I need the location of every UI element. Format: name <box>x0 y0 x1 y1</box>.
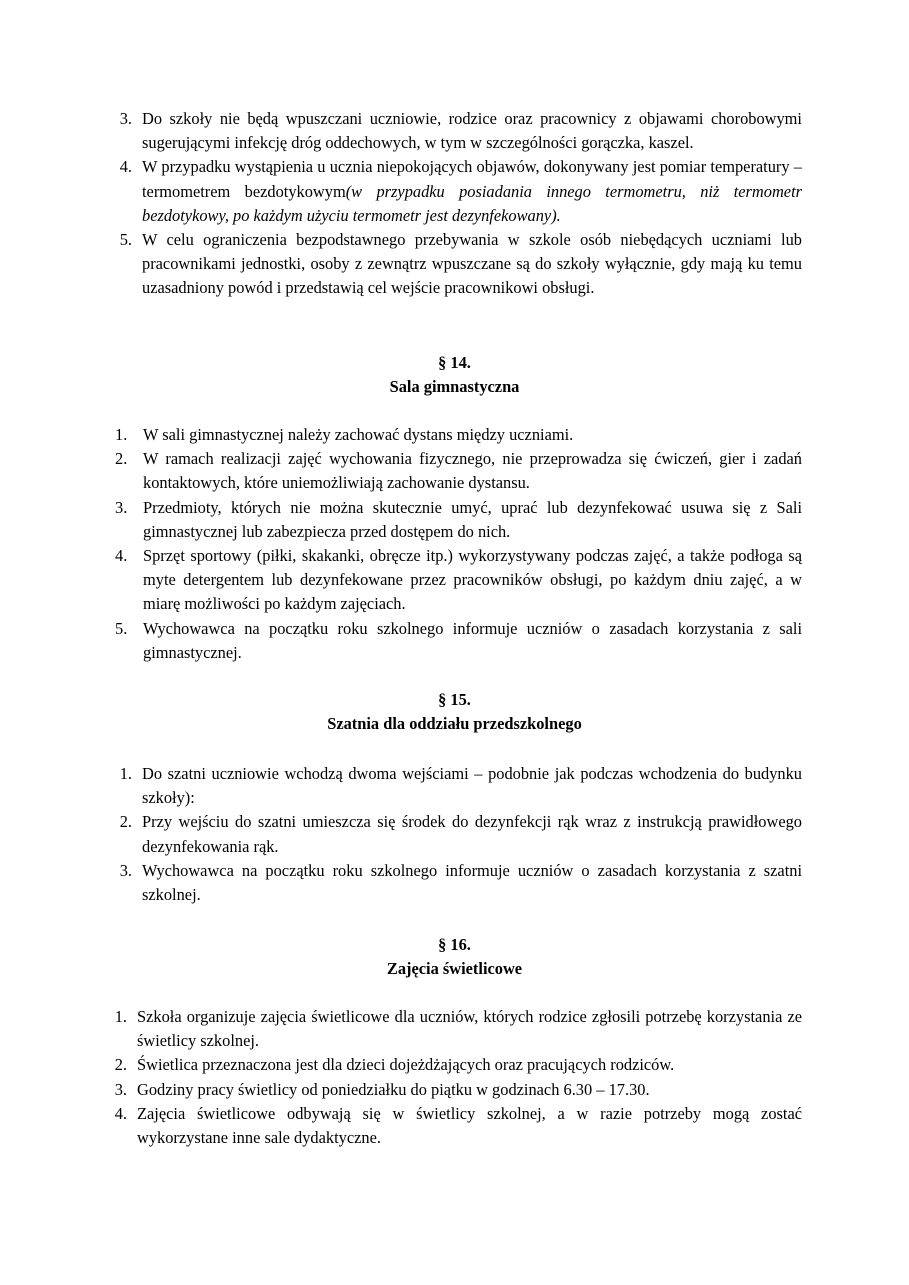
item-number: 1. <box>119 764 132 783</box>
section-16-list <box>103 1005 802 1150</box>
section-14-list <box>115 423 802 665</box>
list-item <box>115 544 802 617</box>
item-text: Wychowawca na początku roku szkolnego informuje uczniów o zasadach korzystania z sali gimnastycznej. <box>143 618 802 662</box>
item-text: W przypadku wystąpienia u ucznia niepokojących objawów, dokonywany jest pomiar temperatury – termometrem bezdotykowym <box>142 157 802 201</box>
section-16-title: Zajęcia świetlicowe <box>386 959 523 978</box>
item-text: Godziny pracy świetlicy od poniedziałku do piątku w godzinach 6.30 – 17.30. <box>137 1079 650 1099</box>
item-number: 4. <box>119 157 132 177</box>
list-item <box>115 617 802 665</box>
list-item <box>108 228 802 301</box>
list-top <box>108 107 802 301</box>
list-item <box>108 762 802 810</box>
item-number: 1. <box>115 425 128 444</box>
item-number: 3. <box>119 109 132 128</box>
item-number: 3. <box>119 860 132 880</box>
item-text: Świetlica przeznaczona jest dla dzieci dojeżdżających oraz pracujących rodziców. <box>137 1055 675 1075</box>
section-15-list <box>108 762 802 907</box>
item-text: Do szatni uczniowie wchodzą dwoma wejściami – podobnie jak podczas wchodzenia do budynku szkoły): <box>142 764 802 808</box>
list-item <box>108 155 802 228</box>
item-number: 3. <box>115 497 128 517</box>
section-15-title: Szatnia dla oddziału przedszkolnego <box>327 714 582 733</box>
item-text: Do szkoły nie będą wpuszczani uczniowie, rodzice oraz pracownicy z objawami chorobowymi sugerującymi infekcję dróg oddechowych, w tym w szczególności gorączka, kaszel. <box>142 109 802 153</box>
item-number: 4. <box>114 1103 127 1123</box>
list-item <box>103 1102 802 1150</box>
item-number: 5. <box>119 230 132 250</box>
item-number: 3. <box>114 1079 127 1099</box>
list-item <box>108 810 802 858</box>
list-item <box>115 423 802 447</box>
item-text: Wychowawca na początku roku szkolnego informuje uczniów o zasadach korzystania z szatni szkolnej. <box>142 860 802 905</box>
item-text: W sali gimnastycznej należy zachować dystans między uczniami. <box>143 425 574 444</box>
item-text: Sprzęt sportowy (piłki, skakanki, obręcze itp.) wykorzystywany podczas zajęć, a także podłoga są myte detergentem lub dezynfekowane przez pracowników obsługi, po każdym dniu zajęć, a w miarę możliwości po każdym zajęciach. <box>143 546 802 614</box>
item-text: Zajęcia świetlicowe odbywają się w świetlicy szkolnej, a w razie potrzeby mogą zostać wykorzystane inne sale dydaktyczne. <box>137 1103 802 1148</box>
list-item <box>115 496 802 544</box>
item-text: Przy wejściu do szatni umieszcza się środek do dezynfekcji rąk wraz z instrukcją prawidłowego dezynfekowania rąk. <box>142 812 802 856</box>
item-number: 2. <box>114 1055 127 1075</box>
section-14-number: § 14. <box>438 353 471 372</box>
list-item <box>108 859 802 907</box>
item-number: 2. <box>115 449 128 469</box>
item-number: 5. <box>115 618 128 638</box>
section-16-number: § 16. <box>438 935 471 954</box>
list-item <box>103 1005 802 1053</box>
list-item <box>103 1053 802 1077</box>
item-number: 1. <box>114 1007 127 1026</box>
item-text-italic: (w przypadku posiadania innego termometru, niż termometr bezdotykowy, po każdym użyciu termometr jest dezynfekowany). <box>142 181 802 225</box>
item-text: Przedmioty, których nie można skutecznie umyć, uprać lub dezynfekować usuwa się z Sali gimnastycznej lub zabezpiecza przed dostępem do nich. <box>143 497 802 541</box>
list-item <box>103 1078 802 1102</box>
section-14-title: Sala gimnastyczna <box>389 377 520 396</box>
item-text: W celu ograniczenia bezpodstawnego przebywania w szkole osób niebędących uczniami lub pracownikami jednostki, osoby z zewnątrz wpuszczane są do szkoły wyłącznie, gdy mają ku temu uzasadniony powód i przedstawią cel wejście pracownikowi obsługi. <box>142 230 802 298</box>
section-15-number: § 15. <box>438 690 471 709</box>
list-item <box>115 447 802 495</box>
list-item <box>108 107 802 155</box>
item-number: 2. <box>119 812 132 832</box>
item-text: W ramach realizacji zajęć wychowania fizycznego, nie przeprowadza się ćwiczeń, gier i zadań kontaktowych, które uniemożliwiają zachowanie dystansu. <box>143 449 802 493</box>
item-text: Szkoła organizuje zajęcia świetlicowe dla uczniów, których rodzice zgłosili potrzebę korzystania ze świetlicy szkolnej. <box>137 1007 802 1051</box>
item-number: 4. <box>115 546 128 566</box>
